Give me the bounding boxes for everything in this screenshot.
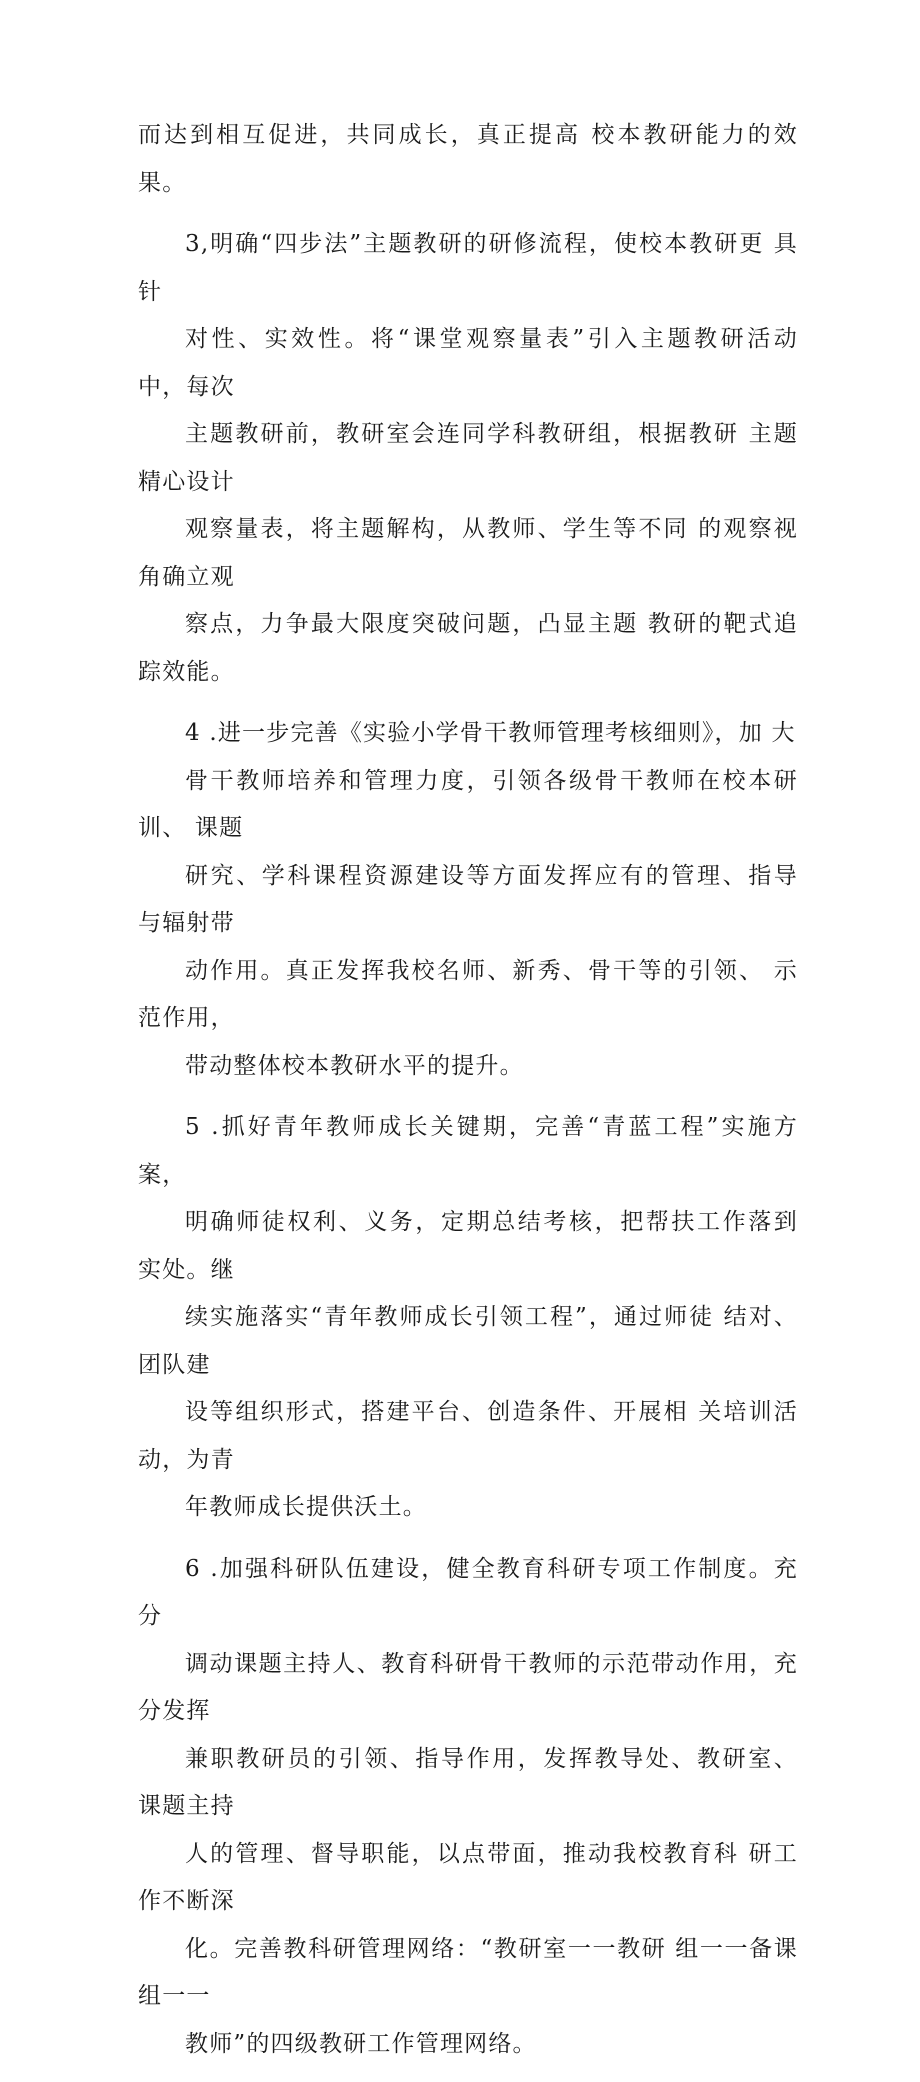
text-line: 带动整体校本教研水平的提升。 <box>185 1052 524 1079</box>
text-line: 人的管理、督导职能，以点带面，推动我校教育科 研工作不断深 <box>138 1840 798 1914</box>
text-line: 而达到相互促进，共同成长，真正提高 校本教研能力的效果。 <box>138 122 798 196</box>
paragraph-item-5 <box>138 1104 798 1532</box>
text-line: 研究、学科课程资源建设等方面发挥应有的管理、指导 与辐射带 <box>138 862 798 936</box>
text-line: 对性、实效性。将“课堂观察量表”引入主题教研活动 中，每次 <box>138 326 798 400</box>
document-body <box>138 112 798 2082</box>
text-line: 观察量表，将主题解构，从教师、学生等不同 的观察视角确立观 <box>138 516 798 590</box>
text-line: 设等组织形式，搭建平台、创造条件、开展相 关培训活动，为青 <box>138 1399 798 1473</box>
paragraph-continuation <box>138 112 798 207</box>
text-line: 明确师徒权利、义务，定期总结考核，把帮扶工作落到 实处。继 <box>138 1209 798 1283</box>
text-line: 动作用。真正发挥我校名师、新秀、骨干等的引领、 示范作用， <box>138 957 798 1031</box>
text-line: 教师”的四级教研工作管理网络。 <box>185 2030 537 2057</box>
text-line: 调动课题主持人、教育科研骨干教师的示范带动作用，充 分发挥 <box>138 1650 798 1724</box>
text-line: 年教师成长提供沃土。 <box>185 1494 427 1520</box>
text-line: 续实施落实“青年教师成长引领工程”，通过师徒 结对、团队建 <box>138 1304 798 1378</box>
text-line: 主题教研前，教研室会连同学科教研组，根据教研 主题精心设计 <box>138 421 798 495</box>
text-line: 察点，力争最大限度突破问题，凸显主题 教研的靶式追踪效能。 <box>138 611 798 685</box>
text-line: 化。完善教科研管理网络：“教研室一一教研 组一一备课组一一 <box>138 1935 798 2009</box>
paragraph-item-3 <box>138 221 798 696</box>
paragraph-item-4 <box>138 710 798 1090</box>
text-line: 兼职教研员的引领、指导作用，发挥教导处、教研室、 课题主持 <box>138 1745 798 1819</box>
text-line: 5 .抓好青年教师成长关键期，完善“青蓝工程”实施方 案， <box>138 1114 798 1188</box>
text-line: 3,明确“四步法”主题教研的研修流程，使校本教研更 具针 <box>138 231 798 305</box>
text-line: 6 .加强科研队伍建设，健全教育科研专项工作制度。充 分 <box>138 1555 798 1629</box>
paragraph-item-6 <box>138 1546 798 2069</box>
text-line: 骨干教师培养和管理力度，引领各级骨干教师在校本研训、 课题 <box>138 767 798 841</box>
text-line: 4 .进一步完善《实验小学骨干教师管理考核细则》，加 大 <box>185 720 796 746</box>
